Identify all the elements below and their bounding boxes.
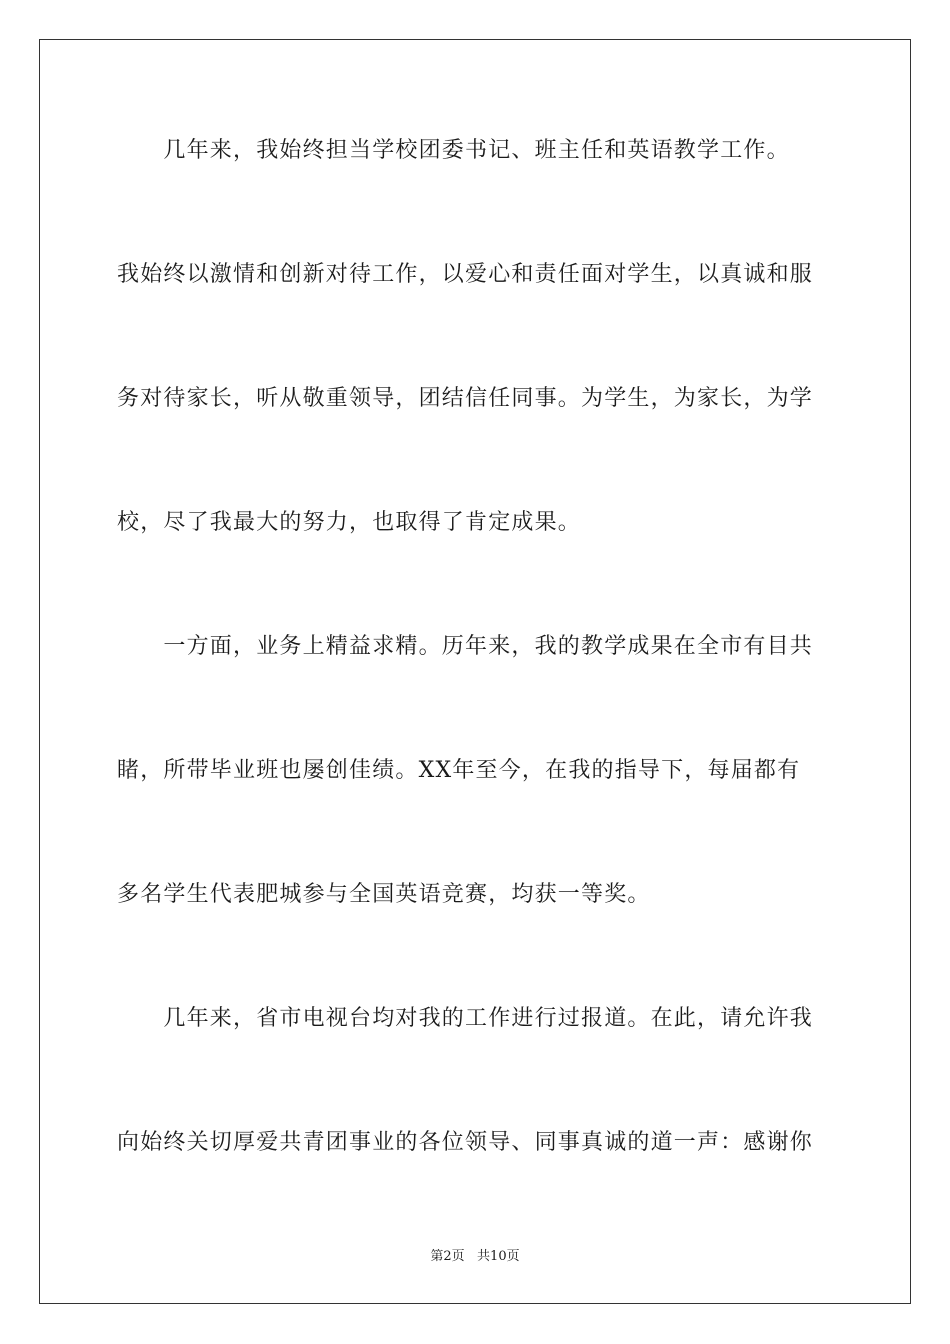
paragraph-line-9: 向始终关切厚爱共青团事业的各位领导、同事真诚的道一声：感谢你	[117, 1130, 814, 1155]
paragraph-line-5: 一方面，业务上精益求精。历年来，我的教学成果在全市有目共	[117, 634, 814, 659]
paragraph-line-6: 睹，所带毕业班也屡创佳绩。XX年至今，在我的指导下，每届都有	[117, 758, 801, 783]
paragraph-line-1: 几年来，我始终担当学校团委书记、班主任和英语教学工作。	[117, 138, 790, 163]
paragraph-line-2: 我始终以激情和创新对待工作，以爱心和责任面对学生，以真诚和服	[117, 262, 814, 287]
page-border	[39, 39, 911, 1304]
paragraph-line-3: 务对待家长，听从敬重领导，团结信任同事。为学生，为家长，为学	[117, 386, 814, 411]
page-number-footer: 第2页 共10页	[430, 1249, 520, 1264]
paragraph-line-8: 几年来，省市电视台均对我的工作进行过报道。在此，请允许我	[117, 1006, 814, 1031]
paragraph-line-4: 校，尽了我最大的努力，也取得了肯定成果。	[117, 510, 582, 535]
paragraph-line-7: 多名学生代表肥城参与全国英语竞赛，均获一等奖。	[117, 882, 651, 907]
